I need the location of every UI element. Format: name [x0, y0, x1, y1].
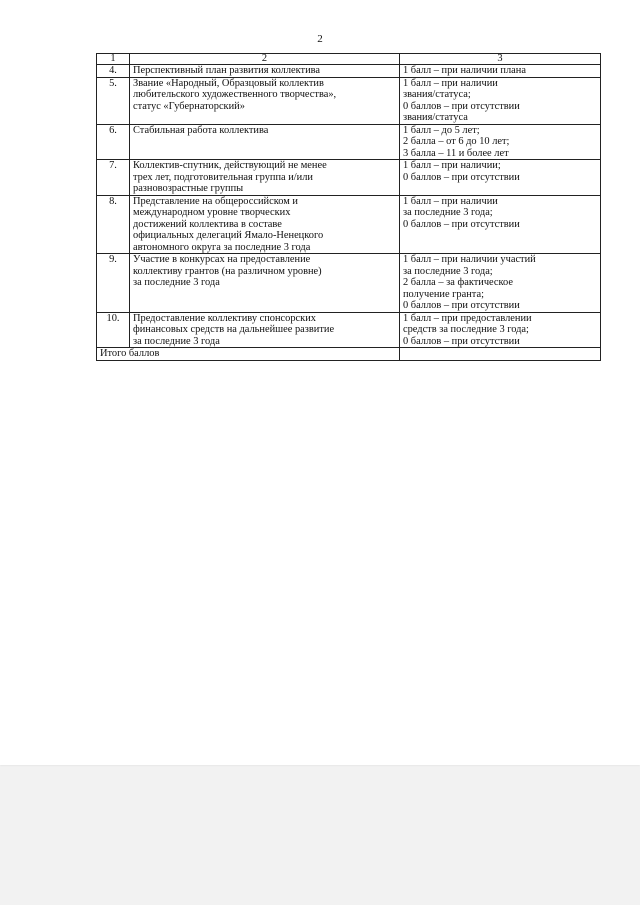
score-cell	[400, 160, 601, 196]
score-line: 1 балл – до 5 лет;	[403, 124, 480, 136]
score-cell	[400, 195, 601, 254]
criterion-line: финансовых средств на дальнейшее развитие	[133, 324, 335, 335]
row-number: 9.	[97, 254, 130, 313]
criterion-line: автономного округа за последние 3 года	[133, 241, 311, 253]
score-line: 1 балл – при наличии участий	[403, 254, 536, 265]
row-number: 5.	[97, 77, 130, 124]
total-value	[400, 348, 601, 361]
score-line: 0 баллов – при отсутствии	[403, 218, 520, 230]
score-line: 1 балл – при наличии	[403, 195, 498, 207]
criterion-line: любительского художественного творчества»,	[133, 89, 337, 100]
score-cell	[400, 77, 601, 124]
header-cell-1: 1	[97, 54, 130, 65]
score-line: 1 балл – при наличии	[403, 77, 498, 89]
row-number: 10.	[97, 312, 130, 348]
criterion-line: достижений коллектива в составе	[133, 218, 282, 230]
score-line: получение гранта;	[403, 288, 484, 300]
row-number: 7.	[97, 160, 130, 196]
score-line: 1 балл – при предоставлении	[403, 312, 532, 324]
score-line: 1 балл – при наличии;	[403, 160, 501, 171]
criterion-line: за последние 3 года	[133, 277, 220, 288]
score-cell	[400, 124, 601, 160]
criterion-cell	[130, 312, 400, 348]
criterion-line: трех лет, подготовительная группа и/или	[133, 171, 313, 183]
header-cell-3: 3	[400, 54, 601, 65]
score-line: 0 баллов – при отсутствии	[403, 300, 520, 311]
criterion-line: Предоставление коллективу спонсорских	[133, 312, 316, 324]
header-cell-2: 2	[130, 54, 400, 65]
criterion-line: статус «Губернаторский»	[133, 100, 245, 112]
score-line: звания/статуса;	[403, 89, 471, 100]
score-cell	[400, 312, 601, 348]
score-line: 2 балла – от 6 до 10 лет;	[403, 136, 510, 147]
score-cell	[400, 65, 601, 78]
score-line: 0 баллов – при отсутствии	[403, 335, 520, 347]
criteria-table	[96, 53, 601, 361]
criterion-line: Звание «Народный, Образцовый коллектив	[133, 77, 324, 89]
row-number: 4.	[97, 65, 130, 78]
criterion-line: международном уровне творческих	[133, 207, 291, 218]
score-line: звания/статуса	[403, 112, 468, 123]
score-line: 3 балла – 11 и более лет	[403, 147, 509, 159]
table-row	[97, 312, 601, 348]
criterion-cell	[130, 160, 400, 196]
criterion-line: Стабильная работа коллектива	[133, 124, 269, 136]
criterion-cell	[130, 254, 400, 313]
score-line: за последние 3 года;	[403, 207, 493, 218]
table-row	[97, 254, 601, 313]
criterion-line: Представление на общероссийском и	[133, 195, 298, 207]
row-number: 6.	[97, 124, 130, 160]
criterion-cell	[130, 195, 400, 254]
table-row	[97, 124, 601, 160]
header-row	[97, 54, 601, 65]
criterion-line: Коллектив-спутник, действующий не менее	[133, 160, 327, 171]
criterion-cell	[130, 124, 400, 160]
page-number: 2	[317, 33, 323, 45]
score-line: 0 баллов – при отсутствии	[403, 171, 520, 183]
table-row	[97, 77, 601, 124]
score-line: средств за последние 3 года;	[403, 324, 529, 335]
total-label: Итого баллов	[97, 348, 400, 361]
score-line: 1 балл – при наличии плана	[403, 65, 526, 76]
criterion-line: коллективу грантов (на различном уровне)	[133, 265, 322, 277]
criterion-cell	[130, 65, 400, 78]
criterion-line: официальных делегаций Ямало-Ненецкого	[133, 230, 324, 241]
criterion-line: Перспективный план развития коллектива	[133, 65, 321, 76]
table-row	[97, 65, 601, 78]
row-number: 8.	[97, 195, 130, 254]
score-cell	[400, 254, 601, 313]
table-row	[97, 195, 601, 254]
score-line: 2 балла – за фактическое	[403, 277, 513, 288]
criterion-line: за последние 3 года	[133, 335, 220, 347]
score-line: 0 баллов – при отсутствии	[403, 100, 520, 112]
criterion-cell	[130, 77, 400, 124]
criterion-line: разновозрастные группы	[133, 183, 244, 194]
score-line: за последние 3 года;	[403, 265, 493, 277]
criterion-line: Участие в конкурсах на предоставление	[133, 254, 311, 265]
table-row	[97, 160, 601, 196]
total-row	[97, 348, 601, 361]
